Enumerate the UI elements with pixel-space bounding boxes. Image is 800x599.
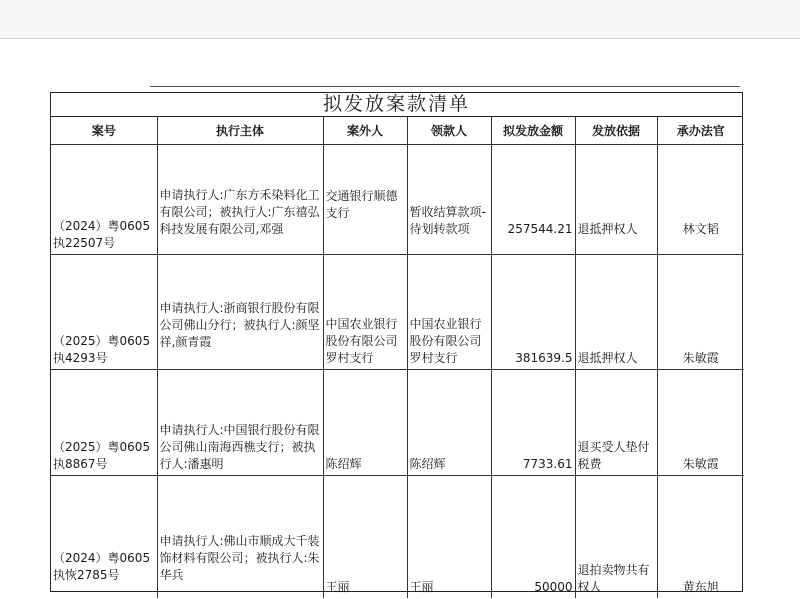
table-row: [51, 370, 744, 476]
basis-cell: 退买受人垫付税费: [575, 370, 657, 476]
header-row: [51, 117, 744, 145]
judge-cell: 黄东旭: [657, 476, 744, 599]
header-judge: 承办法官: [657, 117, 744, 145]
basis-cell: 退抵押权人: [575, 255, 657, 370]
subject-cell: 申请执行人:中国银行股份有限公司佛山南海西樵支行；被执行人:潘惠明: [157, 370, 323, 476]
judge-cell: 林文韬: [657, 145, 744, 255]
amount-cell: 50000: [491, 476, 575, 599]
table-row: [51, 476, 744, 599]
payout-list-sheet: [50, 92, 743, 592]
table-row: [51, 145, 744, 255]
basis-cell: 退抵押权人: [575, 145, 657, 255]
header-basis: 发放依据: [575, 117, 657, 145]
outsider-cell: 王丽: [323, 476, 407, 599]
document-title: 拟发放案款清单: [51, 93, 742, 117]
header-payee: 领款人: [407, 117, 491, 145]
scan-page-edge: [0, 0, 800, 39]
payout-table: [51, 117, 744, 598]
judge-cell: 朱敏霞: [657, 370, 744, 476]
payee-cell: 暂收结算款项-待划转款项: [407, 145, 491, 255]
judge-cell: 朱敏霞: [657, 255, 744, 370]
amount-cell: 257544.21: [491, 145, 575, 255]
subject-cell: 申请执行人:广东方禾染料化工有限公司；被执行人:广东禧弘科技发展有限公司,邓强: [157, 145, 323, 255]
payee-cell: 王丽: [407, 476, 491, 599]
outsider-cell: 陈绍辉: [323, 370, 407, 476]
table-row: [51, 255, 744, 370]
payee-cell: 中国农业银行股份有限公司罗村支行: [407, 255, 491, 370]
payee-cell: 陈绍辉: [407, 370, 491, 476]
top-rule: [150, 86, 740, 87]
outsider-cell: 中国农业银行股份有限公司罗村支行: [323, 255, 407, 370]
header-amount: 拟发放金额: [491, 117, 575, 145]
case-no-cell: （2024）粤0605执22507号: [51, 145, 157, 255]
subject-cell: 申请执行人:佛山市顺成大千装饰材料有限公司；被执行人:朱华兵: [157, 476, 323, 599]
header-case-no: 案号: [51, 117, 157, 145]
case-no-cell: （2025）粤0605执8867号: [51, 370, 157, 476]
header-outsider: 案外人: [323, 117, 407, 145]
header-subject: 执行主体: [157, 117, 323, 145]
outsider-cell: 交通银行顺德支行: [323, 145, 407, 255]
subject-cell: 申请执行人:浙商银行股份有限公司佛山分行；被执行人:颜坚祥,颜青霞: [157, 255, 323, 370]
case-no-cell: （2025）粤0605执4293号: [51, 255, 157, 370]
basis-cell: 退拍卖物共有权人: [575, 476, 657, 599]
amount-cell: 381639.5: [491, 255, 575, 370]
case-no-cell: （2024）粤0605执恢2785号: [51, 476, 157, 599]
amount-cell: 7733.61: [491, 370, 575, 476]
